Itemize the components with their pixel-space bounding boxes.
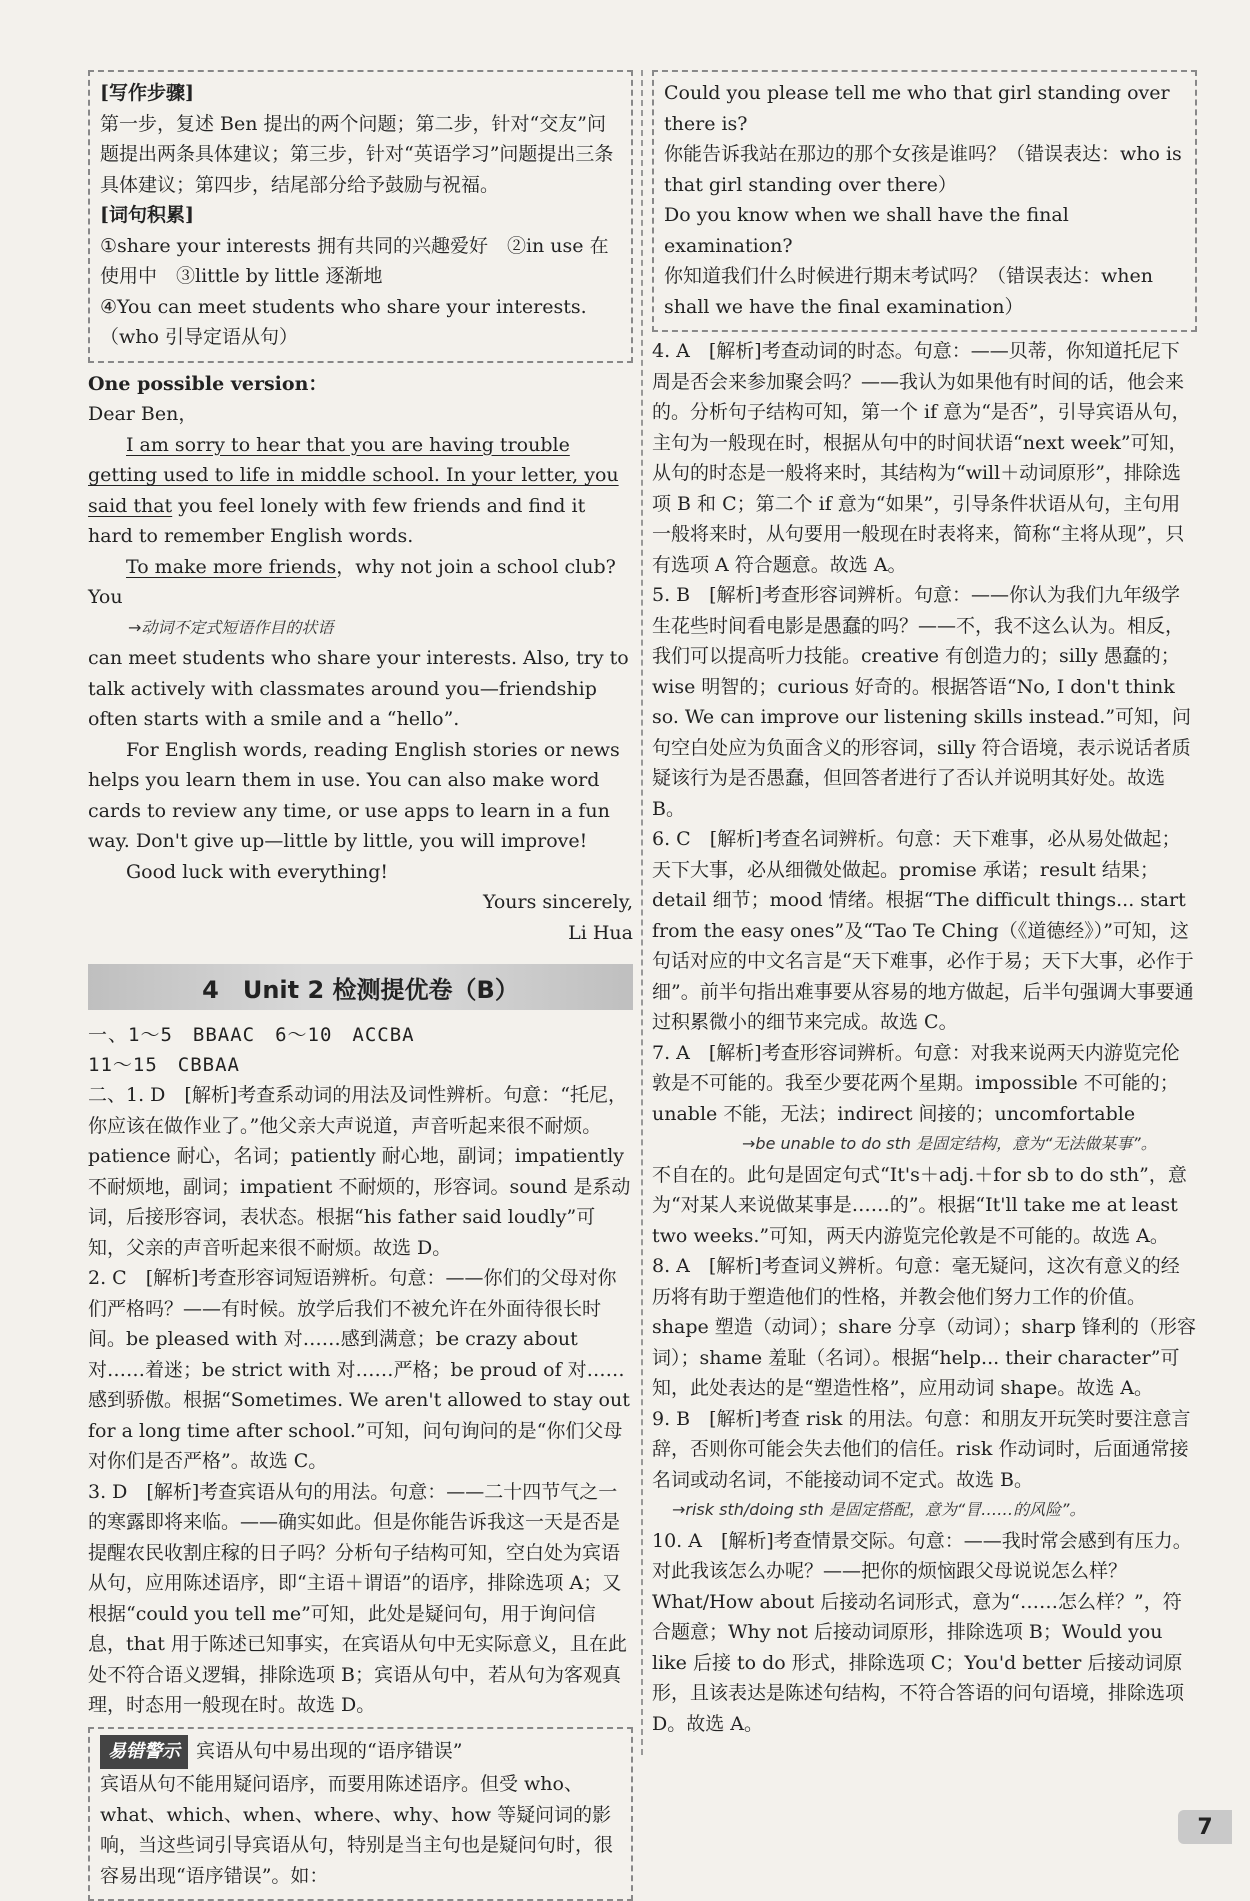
underlined-purpose: To make more friends — [126, 556, 336, 578]
answers-row-1: 一、1～5 BBAAC 6～10 ACCBA — [88, 1020, 633, 1050]
answers-row-2: 11～15 CBBAA — [88, 1050, 633, 1080]
question-7-explanation: 7. A [解析]考查形容词辨析。句意：对我来说两天内游览完伦敦是不可能的。我至少要花两个星期。impossible 不可能的；unable 不能，无法；indirect 间接的；uncomfortable — [652, 1038, 1197, 1130]
left-column — [88, 70, 633, 1901]
version-label: One possible version： — [88, 369, 633, 400]
paragraph-1-rest: you feel lonely with few friends and find it hard to remember English words. — [88, 495, 585, 548]
vocab-title: [词句积累] — [100, 200, 621, 231]
letter-paragraph-4: Good luck with everything! — [88, 857, 633, 888]
letter-paragraph-3: For English words, reading English stories or news helps you learn them in use. You can also make word cards to review any time, or use apps to learn in a fun way. Don't give up—little by little, you will improve! — [88, 735, 633, 857]
vocab-item-1: ①share your interests 拥有共同的兴趣爱好 ②in use 在使用中 ③little by little 逐渐地 — [100, 231, 621, 292]
example-2-zh: 你知道我们什么时候进行期末考试吗？（错误表达：when shall we have the final examination） — [664, 261, 1185, 322]
example-1-en: Could you please tell me who that girl standing over there is? — [664, 78, 1185, 139]
letter-signature: Li Hua — [88, 918, 633, 949]
example-box — [652, 70, 1197, 332]
letter-paragraph-2b: can meet students who share your interests. Also, try to talk actively with classmates around you—friendship often starts with a smile and a “hello”. — [88, 643, 633, 735]
handwritten-note-2: →be unable to do sth 是固定结构，意为“无法做某事”。 — [652, 1129, 1197, 1160]
warning-label: 易错警示 — [100, 1735, 188, 1770]
handwritten-note-3: →risk sth/doing sth 是固定搭配，意为“冒……的风险”。 — [652, 1495, 1197, 1526]
underlined-intro: I am sorry to hear that you are having trouble getting used to life in middle school. In your letter, you said that — [88, 434, 619, 517]
steps-title: [写作步骤] — [100, 78, 621, 109]
question-9-explanation: 9. B [解析]考查 risk 的用法。句意：和朋友开玩笑时要注意言辞，否则你可能会失去他们的信任。risk 作动词时，后面通常接名词或动名词，不能接动词不定式。故选 B。 — [652, 1404, 1197, 1496]
warning-title: 宾语从句中易出现的“语序错误” — [196, 1740, 462, 1762]
right-column — [652, 70, 1197, 1739]
question-5-explanation: 5. B [解析]考查形容词辨析。句意：——你认为我们九年级学生花些时间看电影是愚蠢的吗？——不，我不这么认为。相反，我们可以提高听力技能。creative 有创造力的；silly 愚蠢的；wise 明智的；curious 好奇的。根据答语“No, I don't think so. We can improve our listening skills instead.”可知，问句空白处应为负面含义的形容词，silly 符合语境，表示说话者质疑该行为是否愚蠢，但回答者进行了否认并说明其好处。故选 B。 — [652, 580, 1197, 824]
error-warning-box — [88, 1727, 633, 1901]
question-6-explanation: 6. C [解析]考查名词辨析。句意：天下难事，必从易处做起；天下大事，必从细微处做起。promise 承诺；result 结果；detail 细节；mood 情绪。根据“The difficult things... start from the easy ones”及“Tao Te Ching（《道德经》）”可知，这句话对应的中文名言是“天下难事，必作于易；天下大事，必作于细”。前半句指出难事要从容易的地方做起，后半句强调大事要通过积累微小的细节来完成。故选 C。 — [652, 824, 1197, 1038]
handwritten-note-1: →动词不定式短语作目的状语 — [88, 613, 633, 644]
paragraph-2-rest: ，why not join a school club? You — [88, 556, 616, 609]
steps-text: 第一步，复述 Ben 提出的两个问题；第二步，针对“交友”问题提出两条具体建议；第三步，针对“英语学习”问题提出三条具体建议；第四步，结尾部分给予鼓励与祝福。 — [100, 109, 621, 201]
question-2-explanation: 2. C [解析]考查形容词短语辨析。句意：——你们的父母对你们严格吗？——有时候。放学后我们不被允许在外面待很长时间。be pleased with 对……感到满意；be crazy about 对……着迷；be strict with 对……严格；be proud of 对……感到骄傲。根据“Sometimes. We aren't allowed to stay out for a long time after school.”可知，问句询问的是“你们父母对你们是否严格”。故选 C。 — [88, 1263, 633, 1477]
unit-title-banner: 4 Unit 2 检测提优卷（B） — [88, 964, 633, 1010]
example-1-zh: 你能告诉我站在那边的那个女孩是谁吗？（错误表达：who is that girl standing over there） — [664, 139, 1185, 200]
warning-text: 宾语从句不能用疑问语序，而要用陈述语序。但受 who、what、which、when、where、why、how 等疑问词的影响，当这些词引导宾语从句，特别是当主句也是疑问句时，很容易出现“语序错误”。如： — [100, 1769, 621, 1891]
question-7-continued: 不自在的。此句是固定句式“It's＋adj.＋for sb to do sth”，意为“对某人来说做某事是……的”。根据“It'll take me at least two weeks.”可知，两天内游览完伦敦是不可能的。故选 A。 — [652, 1160, 1197, 1252]
letter-salutation: Dear Ben， — [88, 399, 633, 430]
letter-paragraph-2a — [88, 552, 633, 613]
letter-closing: Yours sincerely, — [88, 887, 633, 918]
question-4-explanation: 4. A [解析]考查动词的时态。句意：——贝蒂，你知道托尼下周是否会来参加聚会吗？——我认为如果他有时间的话，他会来的。分析句子结构可知，第一个 if 意为“是否”，引导宾语从句，主句为一般现在时，根据从句中的时间状语“next week”可知，从句的时态是一般将来时，其结构为“will＋动词原形”，排除选项 B 和 C；第二个 if 意为“如果”，引导条件状语从句，主句用一般将来时，从句要用一般现在时表将来，简称“主将从现”，只有选项 A 符合题意。故选 A。 — [652, 336, 1197, 580]
question-1-explanation: 二、1. D [解析]考查系动词的用法及词性辨析。句意：“托尼，你应该在做作业了。”他父亲大声说道，声音听起来很不耐烦。patience 耐心，名词；patiently 耐心地，副词；impatiently 不耐烦地，副词；impatient 不耐烦的，形容词。sound 是系动词，后接形容词，表状态。根据“his father said loudly”可知，父亲的声音听起来很不耐烦。故选 D。 — [88, 1080, 633, 1263]
question-3-explanation: 3. D [解析]考查宾语从句的用法。句意：——二十四节气之一的寒露即将来临。——确实如此。但是你能告诉我这一天是否是提醒农民收割庄稼的日子吗？分析句子结构可知，空白处为宾语从句，应用陈述语序，即“主语＋谓语”的语序，排除选项 A；又根据“could you tell me”可知，此处是疑问句，用于询问信息，that 用于陈述已知事实，在宾语从句中无实际意义，且在此处不符合语义逻辑，排除选项 B；宾语从句中，若从句为客观真理，时态用一般现在时。故选 D。 — [88, 1477, 633, 1721]
writing-tips-box — [88, 70, 633, 363]
letter-paragraph-1 — [88, 430, 633, 552]
column-divider — [641, 70, 643, 1755]
page-number: 7 — [1178, 1810, 1232, 1844]
example-2-en: Do you know when we shall have the final examination? — [664, 200, 1185, 261]
vocab-item-2: ④You can meet students who share your interests.（who 引导定语从句） — [100, 292, 621, 353]
question-10-explanation: 10. A [解析]考查情景交际。句意：——我时常会感到有压力。对此我该怎么办呢？——把你的烦恼跟父母说说怎么样？What/How about 后接动名词形式，意为“……怎么样？”，符合题意；Why not 后接动词原形，排除选项 B；Would you like 后接 to do 形式，排除选项 C；You'd better 后接动词原形，且该表达是陈述句结构，不符合答语的问句语境，排除选项 D。故选 A。 — [652, 1526, 1197, 1740]
warning-header — [100, 1735, 621, 1770]
question-8-explanation: 8. A [解析]考查词义辨析。句意：毫无疑问，这次有意义的经历将有助于塑造他们的性格，并教会他们努力工作的价值。shape 塑造（动词）；share 分享（动词）；sharp 锋利的（形容词）；shame 羞耻（名词）。根据“help... their character”可知，此处表达的是“塑造性格”，应用动词 shape。故选 A。 — [652, 1251, 1197, 1404]
